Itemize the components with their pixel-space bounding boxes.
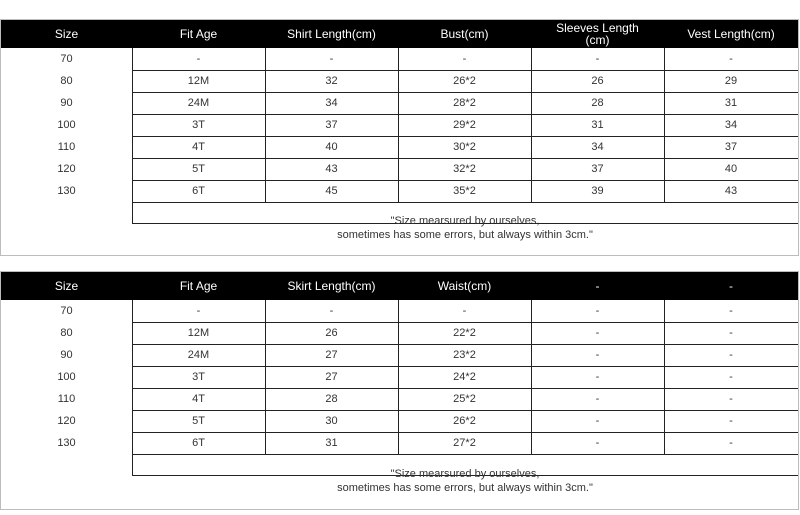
cell-col-5: 37 [591, 163, 604, 175]
table-row [1, 158, 798, 180]
note-line-1: "Size mearsured by ourselves, [390, 215, 540, 227]
row-divider [132, 92, 798, 93]
cell-col-6: - [729, 53, 733, 65]
column-divider [265, 48, 266, 202]
cell-fit-age: 12M [187, 75, 210, 87]
cell-col-4: 25*2 [453, 393, 476, 405]
cell-col-5: 39 [591, 185, 604, 197]
row-divider [132, 322, 798, 323]
cell-size: 120 [57, 415, 76, 427]
cell-col-3: 45 [325, 185, 338, 197]
cell-col-3: 30 [325, 415, 338, 427]
table-row [1, 322, 798, 344]
cell-col-3: - [329, 305, 334, 317]
cell-col-5: - [595, 327, 600, 339]
column-divider [398, 300, 399, 454]
header-fit-age: Fit Age [179, 27, 218, 41]
column-divider [664, 48, 665, 202]
cell-col-5: - [595, 415, 600, 427]
table-row [1, 366, 798, 388]
header-blank-2: - [729, 279, 733, 293]
note-line-2: sometimes has some errors, but always within 3cm." [337, 229, 593, 241]
cell-fit-age: 3T [192, 371, 205, 383]
cell-col-5: - [595, 437, 600, 449]
header-sleeves-length: Sleeves Length (cm) [556, 21, 639, 47]
cell-fit-age: 6T [192, 437, 205, 449]
cell-col-5: 26 [591, 75, 604, 87]
cell-col-6: - [729, 371, 733, 383]
header-skirt-length: Skirt Length(cm) [287, 279, 376, 293]
row-divider [132, 202, 798, 203]
cell-col-3: 40 [325, 141, 338, 153]
table-row [1, 48, 798, 70]
cell-col-6: 40 [724, 163, 738, 175]
cell-size: 100 [57, 371, 76, 383]
cell-size: 80 [60, 327, 73, 339]
cell-col-3: 26 [325, 327, 338, 339]
note-line-2: sometimes has some errors, but always within 3cm." [337, 482, 593, 494]
cell-size: 130 [57, 185, 76, 197]
cell-size: 90 [60, 349, 73, 361]
cell-fit-age: 24M [187, 97, 210, 109]
cell-col-4: 23*2 [453, 349, 476, 361]
cell-col-4: 26*2 [453, 75, 476, 87]
cell-col-6: - [729, 305, 733, 317]
cell-size: 70 [60, 305, 73, 317]
cell-fit-age: 4T [192, 141, 205, 153]
cell-col-6: 37 [724, 141, 738, 153]
cell-fit-age: 6T [192, 185, 205, 197]
table-header [1, 20, 798, 48]
header-blank-1: - [595, 279, 600, 293]
cell-col-3: 27 [325, 349, 338, 361]
table-row [1, 92, 798, 114]
table-row [1, 344, 798, 366]
cell-col-6: 29 [724, 75, 738, 87]
row-divider [132, 410, 798, 411]
cell-col-4: 26*2 [453, 415, 476, 427]
cell-size: 70 [60, 53, 73, 65]
header-shirt-length: Shirt Length(cm) [287, 27, 376, 41]
row-divider [132, 158, 798, 159]
cell-col-4: 24*2 [453, 371, 476, 383]
cell-col-6: - [729, 349, 733, 361]
table-header [1, 272, 798, 300]
cell-col-3: - [329, 53, 334, 65]
cell-col-4: 30*2 [453, 141, 476, 153]
cell-size: 130 [57, 437, 76, 449]
cell-col-6: - [729, 327, 733, 339]
column-divider [265, 300, 266, 454]
cell-col-4: 32*2 [453, 163, 476, 175]
table-row [1, 388, 798, 410]
column-divider [531, 48, 532, 202]
cell-fit-age: - [196, 53, 201, 65]
row-divider [132, 454, 798, 455]
row-divider [132, 114, 798, 115]
cell-col-3: 34 [325, 97, 338, 109]
cell-col-6: - [729, 393, 733, 405]
cell-col-6: 31 [724, 97, 738, 109]
table-row [1, 136, 798, 158]
cell-col-3: 32 [325, 75, 338, 87]
cell-col-5: 31 [591, 119, 604, 131]
cell-fit-age: - [196, 305, 201, 317]
header-vest-length: Vest Length(cm) [687, 27, 775, 41]
cell-col-3: 27 [325, 371, 338, 383]
cell-size: 90 [60, 97, 73, 109]
cell-col-6: - [729, 437, 733, 449]
cell-col-4: 28*2 [453, 97, 476, 109]
cell-col-3: 43 [325, 163, 338, 175]
cell-size: 110 [57, 141, 76, 153]
row-divider [132, 136, 798, 137]
row-divider [132, 344, 798, 345]
cell-col-4: - [462, 53, 467, 65]
table-row [1, 432, 798, 454]
cell-col-5: - [595, 305, 600, 317]
table-row [1, 70, 798, 92]
column-divider [664, 300, 665, 454]
cell-fit-age: 24M [187, 349, 210, 361]
column-divider [531, 300, 532, 454]
cell-fit-age: 4T [192, 393, 205, 405]
cell-col-5: - [595, 371, 600, 383]
cell-fit-age: 5T [192, 415, 205, 427]
size-chart-bottom [0, 271, 799, 510]
cell-col-3: 31 [325, 437, 338, 449]
cell-size: 110 [57, 393, 76, 405]
cell-size: 80 [60, 75, 73, 87]
cell-col-6: - [729, 415, 733, 427]
row-divider [132, 366, 798, 367]
row-divider [132, 70, 798, 71]
table-row [1, 300, 798, 322]
table-row [1, 180, 798, 202]
cell-col-4: 29*2 [453, 119, 476, 131]
size-chart-top [0, 19, 799, 256]
cell-col-5: 28 [591, 97, 604, 109]
note-line-1: "Size mearsured by ourselves, [390, 468, 540, 480]
cell-size: 100 [57, 119, 76, 131]
cell-col-4: 27*2 [453, 437, 476, 449]
header-size: Size [54, 279, 79, 293]
cell-col-5: - [595, 349, 600, 361]
cell-col-3: 37 [325, 119, 338, 131]
row-divider [132, 432, 798, 433]
cell-col-4: - [462, 305, 467, 317]
cell-col-3: 28 [325, 393, 338, 405]
header-bust: Bust(cm) [440, 27, 489, 41]
cell-col-4: 22*2 [453, 327, 476, 339]
column-divider [398, 48, 399, 202]
cell-col-6: 34 [724, 119, 738, 131]
cell-col-4: 35*2 [453, 185, 476, 197]
header-size: Size [54, 27, 79, 41]
measurement-note [132, 467, 798, 495]
row-divider [132, 388, 798, 389]
cell-fit-age: 12M [187, 327, 210, 339]
cell-fit-age: 5T [192, 163, 205, 175]
measurement-note [132, 214, 798, 242]
cell-col-6: 43 [724, 185, 738, 197]
cell-size: 120 [57, 163, 76, 175]
cell-col-5: - [595, 53, 600, 65]
header-waist: Waist(cm) [437, 279, 492, 293]
cell-col-5: - [595, 393, 600, 405]
header-fit-age: Fit Age [179, 279, 218, 293]
table-row [1, 114, 798, 136]
cell-col-5: 34 [591, 141, 604, 153]
cell-fit-age: 3T [192, 119, 205, 131]
table-row [1, 410, 798, 432]
row-divider [132, 180, 798, 181]
